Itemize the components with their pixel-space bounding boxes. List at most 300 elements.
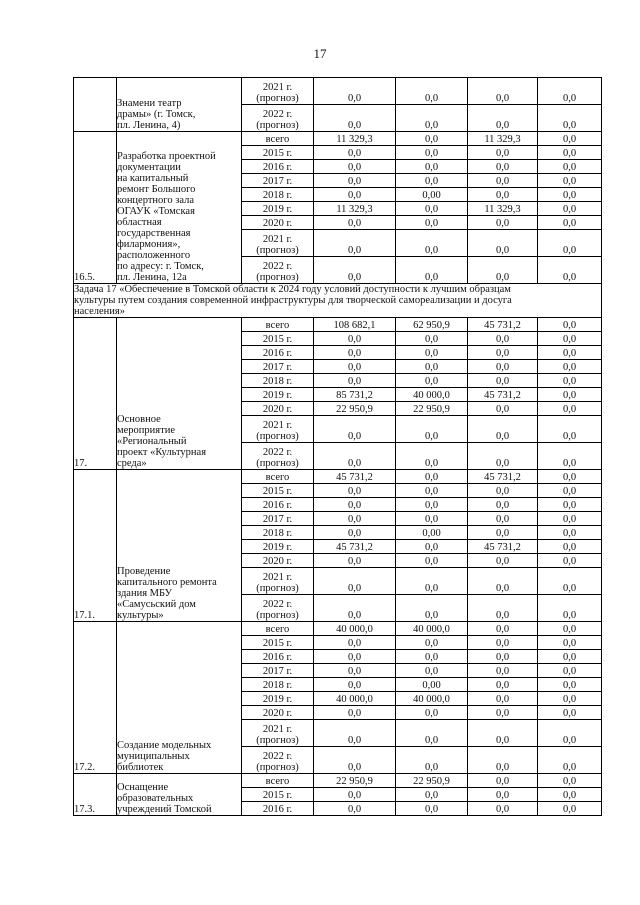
item-name-line: Создание модельных (117, 740, 212, 751)
value-cell: 0,0 (538, 388, 602, 402)
value-cell: 0,0 (538, 720, 602, 747)
value-cell: 0,0 (538, 105, 602, 132)
value-cell: 0,0 (468, 595, 538, 622)
value-cell: 0,0 (314, 160, 396, 174)
value-cell: 0,0 (468, 374, 538, 388)
table-row (74, 318, 602, 332)
value-cell: 45 731,2 (468, 388, 538, 402)
value-cell: 0,0 (314, 174, 396, 188)
item-name-line: учреждений Томской (117, 804, 212, 815)
item-number: 17. (74, 318, 117, 470)
value-cell: 0,0 (538, 664, 602, 678)
item-name-line: «Самусьский дом (117, 599, 196, 610)
value-cell: 0,0 (396, 146, 468, 160)
value-cell: 0,0 (538, 554, 602, 568)
year-label: 2018 г. (262, 376, 293, 387)
year-cell (242, 188, 314, 202)
value-cell: 0,0 (396, 664, 468, 678)
value-cell: 0,0 (538, 706, 602, 720)
item-name-line: Оснащение (117, 782, 169, 793)
year-label: 2016 г. (262, 804, 293, 815)
value-cell: 0,0 (468, 160, 538, 174)
item-number (74, 78, 117, 132)
value-cell: 0,0 (396, 512, 468, 526)
value-cell: 0,0 (538, 678, 602, 692)
year-label: 2018 г. (262, 680, 293, 691)
value-cell: 0,0 (314, 374, 396, 388)
value-cell: 0,0 (538, 230, 602, 257)
value-cell: 0,0 (468, 774, 538, 788)
year-label: всего (265, 776, 290, 787)
value-cell: 0,0 (314, 498, 396, 512)
value-cell: 22 950,9 (314, 774, 396, 788)
year-cell (242, 360, 314, 374)
table-row (74, 132, 602, 146)
value-cell: 0,0 (396, 443, 468, 470)
year-label: 2015 г. (262, 486, 293, 497)
year-cell (242, 346, 314, 360)
value-cell: 0,0 (538, 188, 602, 202)
value-cell: 22 950,9 (314, 402, 396, 416)
value-cell: 0,0 (538, 512, 602, 526)
value-cell: 45 731,2 (314, 540, 396, 554)
value-cell: 0,0 (538, 526, 602, 540)
value-cell: 0,0 (314, 650, 396, 664)
item-name-line: капитального ремонта (117, 577, 217, 588)
item-number: 17.1. (74, 470, 117, 622)
value-cell: 0,0 (468, 622, 538, 636)
year-label: (прогноз) (256, 431, 299, 442)
year-label: (прогноз) (256, 120, 299, 131)
value-cell: 0,0 (468, 636, 538, 650)
year-cell (242, 512, 314, 526)
value-cell: 0,0 (396, 332, 468, 346)
value-cell: 0,0 (396, 788, 468, 802)
year-cell (242, 540, 314, 554)
item-number: 16.5. (74, 132, 117, 284)
value-cell: 0,0 (314, 747, 396, 774)
item-name-line: областная (117, 217, 162, 228)
task-description (74, 284, 602, 318)
value-cell: 0,0 (468, 568, 538, 595)
value-cell: 0,0 (538, 146, 602, 160)
value-cell: 0,0 (538, 692, 602, 706)
year-cell (242, 318, 314, 332)
value-cell: 0,0 (396, 470, 468, 484)
value-cell: 62 950,9 (396, 318, 468, 332)
task-line: культуры путем создания современной инфраструктуры для творческой самореализации и досуга (74, 295, 512, 306)
value-cell: 0,0 (468, 664, 538, 678)
year-label: 2017 г. (262, 666, 293, 677)
value-cell: 0,0 (468, 788, 538, 802)
value-cell: 0,0 (538, 498, 602, 512)
item-name-line: государственная (117, 228, 191, 239)
value-cell: 0,0 (396, 230, 468, 257)
year-label: 2020 г. (262, 404, 293, 415)
year-label: (прогноз) (256, 610, 299, 621)
item-name-line: пл. Ленина, 4) (117, 120, 181, 131)
value-cell: 0,0 (538, 374, 602, 388)
year-label: 2016 г. (262, 500, 293, 511)
value-cell: 0,0 (396, 416, 468, 443)
value-cell: 0,0 (468, 747, 538, 774)
value-cell: 0,0 (468, 188, 538, 202)
year-label: 2017 г. (262, 514, 293, 525)
value-cell: 0,0 (396, 720, 468, 747)
year-cell (242, 132, 314, 146)
value-cell: 0,0 (396, 174, 468, 188)
table-row (74, 78, 602, 105)
value-cell: 0,0 (468, 416, 538, 443)
value-cell: 0,0 (468, 650, 538, 664)
year-label: 2020 г. (262, 556, 293, 567)
value-cell: 11 329,3 (468, 202, 538, 216)
value-cell: 0,0 (538, 595, 602, 622)
value-cell: 0,0 (468, 706, 538, 720)
year-cell (242, 788, 314, 802)
year-label: 2020 г. (262, 708, 293, 719)
value-cell: 0,0 (538, 160, 602, 174)
year-label: 2017 г. (262, 362, 293, 373)
value-cell: 0,0 (468, 554, 538, 568)
value-cell: 0,0 (396, 257, 468, 284)
value-cell: 0,0 (396, 568, 468, 595)
year-label: 2016 г. (262, 162, 293, 173)
year-cell (242, 774, 314, 788)
value-cell: 0,0 (538, 636, 602, 650)
item-name-line: мероприятие (117, 425, 175, 436)
value-cell: 0,00 (396, 526, 468, 540)
value-cell: 40 000,0 (396, 388, 468, 402)
value-cell: 0,0 (538, 802, 602, 816)
year-cell (242, 257, 314, 284)
year-cell (242, 78, 314, 105)
year-cell (242, 484, 314, 498)
item-name (117, 132, 242, 284)
value-cell: 0,0 (468, 332, 538, 346)
year-label: 2015 г. (262, 638, 293, 649)
value-cell: 0,0 (468, 78, 538, 105)
value-cell: 0,0 (314, 568, 396, 595)
value-cell: 0,0 (468, 498, 538, 512)
value-cell: 0,0 (538, 774, 602, 788)
year-label: (прогноз) (256, 762, 299, 773)
year-cell (242, 402, 314, 416)
value-cell: 0,0 (314, 188, 396, 202)
value-cell: 0,0 (314, 554, 396, 568)
value-cell: 0,00 (396, 678, 468, 692)
value-cell: 0,0 (538, 318, 602, 332)
value-cell: 0,0 (538, 402, 602, 416)
value-cell: 0,0 (468, 484, 538, 498)
value-cell: 0,0 (314, 720, 396, 747)
value-cell: 0,0 (314, 664, 396, 678)
value-cell: 45 731,2 (468, 318, 538, 332)
value-cell: 0,0 (468, 512, 538, 526)
item-name-line: пл. Ленина, 12а (117, 272, 187, 283)
year-label: 2016 г. (262, 348, 293, 359)
value-cell: 0,0 (396, 78, 468, 105)
year-cell (242, 622, 314, 636)
table-row (74, 470, 602, 484)
year-cell (242, 568, 314, 595)
year-label: всего (265, 320, 290, 331)
value-cell: 0,0 (396, 202, 468, 216)
value-cell: 0,0 (396, 105, 468, 132)
year-label: всего (265, 134, 290, 145)
year-cell (242, 664, 314, 678)
item-name-line: документации (117, 162, 181, 173)
value-cell: 0,0 (396, 595, 468, 622)
item-name-line: библиотек (117, 762, 164, 773)
value-cell: 0,0 (396, 346, 468, 360)
year-cell (242, 650, 314, 664)
value-cell: 0,0 (538, 747, 602, 774)
item-name-line: образовательных (117, 793, 194, 804)
value-cell: 22 950,9 (396, 774, 468, 788)
year-label: 2018 г. (262, 528, 293, 539)
value-cell: 0,0 (538, 360, 602, 374)
year-cell (242, 146, 314, 160)
year-label: 2017 г. (262, 176, 293, 187)
year-cell (242, 332, 314, 346)
value-cell: 0,00 (396, 188, 468, 202)
year-cell (242, 443, 314, 470)
value-cell: 0,0 (314, 443, 396, 470)
table-row (74, 622, 602, 636)
value-cell: 0,0 (396, 802, 468, 816)
value-cell: 0,0 (468, 105, 538, 132)
year-label: (прогноз) (256, 245, 299, 256)
value-cell: 22 950,9 (396, 402, 468, 416)
year-label: 2021 г. (262, 234, 293, 245)
item-name-line: концертного зала (117, 195, 195, 206)
year-label: 2022 г. (262, 599, 293, 610)
value-cell: 0,0 (314, 706, 396, 720)
year-label: 2022 г. (262, 261, 293, 272)
value-cell: 0,0 (468, 146, 538, 160)
year-cell (242, 202, 314, 216)
value-cell: 0,0 (468, 360, 538, 374)
value-cell: 0,0 (538, 174, 602, 188)
value-cell: 0,0 (314, 332, 396, 346)
item-name (117, 318, 242, 470)
value-cell: 0,0 (468, 720, 538, 747)
value-cell: 0,0 (314, 802, 396, 816)
value-cell: 0,0 (538, 788, 602, 802)
item-name-line: драмы» (г. Томск, (117, 109, 196, 120)
value-cell: 0,0 (396, 540, 468, 554)
task-line: населения» (74, 306, 125, 317)
value-cell: 0,0 (396, 747, 468, 774)
task-row (74, 284, 602, 318)
value-cell: 11 329,3 (468, 132, 538, 146)
value-cell: 0,0 (314, 512, 396, 526)
year-label: (прогноз) (256, 272, 299, 283)
year-label: 2019 г. (262, 390, 293, 401)
value-cell: 0,0 (468, 216, 538, 230)
year-cell (242, 470, 314, 484)
value-cell: 0,0 (314, 678, 396, 692)
value-cell: 0,0 (314, 360, 396, 374)
value-cell: 0,0 (468, 443, 538, 470)
value-cell: 0,0 (396, 706, 468, 720)
item-name-line: здания МБУ (117, 588, 173, 599)
value-cell: 45 731,2 (468, 540, 538, 554)
year-cell (242, 636, 314, 650)
year-label: 2020 г. (262, 218, 293, 229)
year-label: (прогноз) (256, 458, 299, 469)
year-label: 2022 г. (262, 751, 293, 762)
value-cell: 0,0 (538, 650, 602, 664)
value-cell: 40 000,0 (314, 692, 396, 706)
value-cell: 0,0 (538, 416, 602, 443)
value-cell: 0,0 (538, 257, 602, 284)
value-cell: 0,0 (314, 216, 396, 230)
page-number: 17 (313, 46, 327, 61)
table-row (74, 774, 602, 788)
year-cell (242, 230, 314, 257)
value-cell: 0,0 (396, 484, 468, 498)
year-label: 2022 г. (262, 109, 293, 120)
value-cell: 0,0 (538, 346, 602, 360)
item-number: 17.2. (74, 622, 117, 774)
value-cell: 0,0 (538, 622, 602, 636)
item-name-line: по адресу: г. Томск, (117, 261, 204, 272)
value-cell: 0,0 (468, 678, 538, 692)
value-cell: 0,0 (468, 346, 538, 360)
value-cell: 0,0 (314, 146, 396, 160)
item-name-line: на капитальный (117, 173, 189, 184)
value-cell: 0,0 (314, 416, 396, 443)
value-cell: 0,0 (468, 802, 538, 816)
value-cell: 40 000,0 (396, 692, 468, 706)
item-name (117, 774, 242, 816)
year-cell (242, 720, 314, 747)
value-cell: 0,0 (468, 526, 538, 540)
item-name-line: «Региональный (117, 436, 187, 447)
year-label: 2018 г. (262, 190, 293, 201)
task-line: Задача 17 «Обеспечение в Томской области к 2024 году условий доступности к лучшим образцам (74, 284, 511, 295)
year-cell (242, 374, 314, 388)
year-label: 2016 г. (262, 652, 293, 663)
value-cell: 0,0 (538, 540, 602, 554)
year-cell (242, 692, 314, 706)
year-label: 2021 г. (262, 724, 293, 735)
year-label: всего (265, 472, 290, 483)
value-cell: 45 731,2 (468, 470, 538, 484)
year-cell (242, 416, 314, 443)
value-cell: 0,0 (538, 443, 602, 470)
value-cell: 0,0 (538, 484, 602, 498)
item-name (117, 622, 242, 774)
value-cell: 0,0 (396, 636, 468, 650)
year-label: 2015 г. (262, 334, 293, 345)
value-cell: 0,0 (314, 484, 396, 498)
value-cell: 0,0 (468, 230, 538, 257)
year-cell (242, 678, 314, 692)
year-cell (242, 526, 314, 540)
year-cell (242, 498, 314, 512)
value-cell: 0,0 (468, 174, 538, 188)
item-name-line: Разработка проектной (117, 151, 216, 162)
value-cell: 0,0 (396, 216, 468, 230)
value-cell: 108 682,1 (314, 318, 396, 332)
item-number: 17.3. (74, 774, 117, 816)
item-name (117, 470, 242, 622)
value-cell: 40 000,0 (396, 622, 468, 636)
value-cell: 0,0 (538, 78, 602, 105)
year-cell (242, 174, 314, 188)
value-cell: 0,0 (538, 470, 602, 484)
item-name-line: ОГАУК «Томская (117, 206, 195, 217)
item-name-line: филармония», (117, 239, 181, 250)
year-label: (прогноз) (256, 735, 299, 746)
value-cell: 85 731,2 (314, 388, 396, 402)
value-cell: 0,0 (314, 788, 396, 802)
year-label: 2019 г. (262, 542, 293, 553)
item-name-line: муниципальных (117, 751, 190, 762)
value-cell: 0,0 (538, 568, 602, 595)
item-name-line: расположенного (117, 250, 191, 261)
year-label: всего (265, 624, 290, 635)
value-cell: 0,0 (396, 160, 468, 174)
value-cell: 0,0 (396, 554, 468, 568)
budget-table (73, 77, 602, 816)
value-cell: 0,0 (314, 257, 396, 284)
value-cell: 0,0 (538, 132, 602, 146)
value-cell: 11 329,3 (314, 132, 396, 146)
item-name-line: ремонт Большого (117, 184, 196, 195)
value-cell: 0,0 (314, 346, 396, 360)
year-cell (242, 554, 314, 568)
value-cell: 0,0 (538, 202, 602, 216)
value-cell: 0,0 (396, 374, 468, 388)
year-label: 2015 г. (262, 790, 293, 801)
year-label: (прогноз) (256, 583, 299, 594)
year-cell (242, 595, 314, 622)
item-name-line: культуры» (117, 610, 164, 621)
year-label: 2021 г. (262, 572, 293, 583)
item-name-line: проект «Культурная (117, 447, 207, 458)
value-cell: 0,0 (396, 498, 468, 512)
item-name-line: Основное (117, 414, 161, 425)
value-cell: 11 329,3 (314, 202, 396, 216)
item-name (117, 78, 242, 132)
value-cell: 0,0 (314, 105, 396, 132)
value-cell: 0,0 (396, 650, 468, 664)
item-name-line: Знамени театр (117, 98, 182, 109)
year-label: 2019 г. (262, 694, 293, 705)
item-name-line: среда» (117, 458, 147, 469)
value-cell: 45 731,2 (314, 470, 396, 484)
value-cell: 0,0 (396, 132, 468, 146)
value-cell: 0,0 (314, 78, 396, 105)
value-cell: 0,0 (314, 595, 396, 622)
year-label: 2022 г. (262, 447, 293, 458)
value-cell: 0,0 (538, 216, 602, 230)
year-cell (242, 706, 314, 720)
value-cell: 0,0 (314, 636, 396, 650)
value-cell: 0,0 (314, 230, 396, 257)
year-label: 2021 г. (262, 420, 293, 431)
value-cell: 0,0 (538, 332, 602, 346)
item-name-line: Проведение (117, 566, 171, 577)
year-label: 2019 г. (262, 204, 293, 215)
year-cell (242, 802, 314, 816)
value-cell: 0,0 (468, 692, 538, 706)
value-cell: 0,0 (468, 402, 538, 416)
